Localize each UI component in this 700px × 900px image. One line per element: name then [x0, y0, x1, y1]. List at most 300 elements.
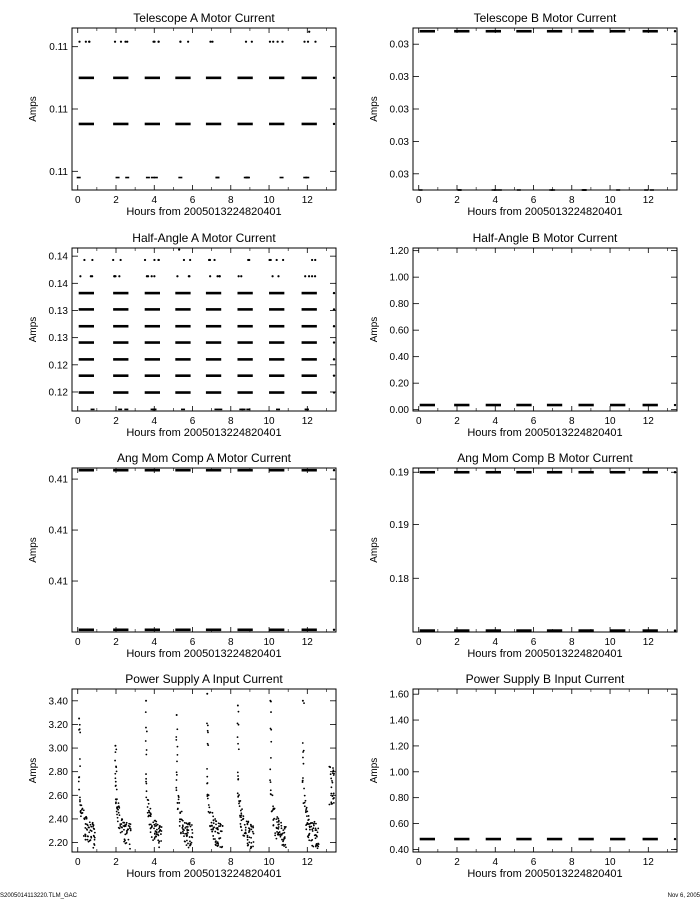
x-tick-label: 8 — [228, 857, 234, 868]
y-tick-label: 2.20 — [48, 838, 68, 850]
data-point — [124, 824, 126, 826]
data-point — [187, 832, 189, 834]
data-point — [219, 823, 221, 825]
data-point — [271, 810, 273, 812]
data-point — [158, 846, 160, 848]
y-tick-label: 0.41 — [48, 474, 68, 486]
data-point — [278, 823, 280, 825]
data-point — [674, 471, 676, 473]
data-point — [211, 831, 213, 833]
data-point — [178, 249, 180, 251]
data-point — [211, 822, 213, 824]
data-point — [331, 795, 333, 797]
data-point — [186, 844, 188, 846]
x-tick-label: 4 — [151, 416, 158, 427]
data-point — [212, 812, 214, 814]
data-point — [93, 828, 95, 830]
data-point — [115, 802, 117, 804]
data-point — [180, 818, 182, 820]
data-point — [184, 840, 186, 842]
data-point — [302, 781, 304, 783]
data-point — [279, 834, 281, 836]
data-point — [90, 824, 92, 826]
x-tick-label: 8 — [569, 195, 575, 206]
data-point — [123, 829, 125, 831]
y-tick-label: 0.19 — [389, 467, 409, 479]
data-point — [116, 811, 118, 813]
data-point — [90, 836, 92, 838]
x-tick-label: 10 — [604, 637, 616, 648]
data-point — [250, 847, 252, 849]
data-point — [94, 839, 96, 841]
data-point — [213, 822, 215, 824]
data-point — [91, 275, 93, 277]
data-point — [180, 833, 182, 835]
data-point — [237, 771, 239, 773]
y-axis-label: Amps — [369, 757, 380, 784]
data-point — [314, 259, 316, 261]
data-point — [307, 822, 309, 824]
x-tick-label: 4 — [492, 857, 499, 868]
data-point — [114, 41, 116, 43]
data-point — [222, 825, 224, 827]
data-point — [314, 275, 316, 277]
report-date: Nov 6, 2005 — [667, 893, 700, 899]
data-point — [177, 746, 179, 748]
data-point — [129, 827, 131, 829]
data-point — [176, 774, 178, 776]
data-point — [145, 773, 147, 775]
data-point — [160, 833, 162, 835]
y-tick-label: 0.03 — [389, 169, 409, 181]
data-point — [315, 837, 317, 839]
x-tick-label: 6 — [530, 195, 537, 206]
data-point — [189, 259, 191, 261]
data-point — [280, 836, 282, 838]
data-point — [116, 814, 118, 816]
data-point — [315, 828, 317, 830]
data-point — [674, 838, 676, 840]
data-point — [83, 809, 85, 811]
data-point — [275, 818, 277, 820]
y-tick-label: 0.40 — [389, 844, 409, 856]
data-point — [176, 760, 178, 762]
x-tick-label: 2 — [454, 416, 460, 427]
data-point — [183, 829, 185, 831]
y-tick-label: 0.40 — [389, 352, 409, 364]
data-point — [149, 808, 151, 810]
data-point — [251, 826, 253, 828]
data-point — [182, 832, 184, 834]
data-point — [153, 259, 155, 261]
data-point — [206, 795, 208, 797]
data-point — [145, 700, 147, 702]
data-point — [79, 728, 81, 730]
data-point — [302, 751, 304, 753]
data-point — [113, 275, 115, 277]
data-point — [269, 41, 271, 43]
data-point — [270, 781, 272, 783]
data-point — [129, 848, 131, 850]
data-point — [114, 777, 116, 779]
data-point — [191, 837, 193, 839]
data-point — [152, 839, 154, 841]
chart-ang-mom-a — [28, 451, 336, 660]
data-point — [206, 776, 208, 778]
data-point — [158, 834, 160, 836]
data-point — [189, 840, 191, 842]
y-tick-label: 0.14 — [48, 251, 68, 263]
data-point — [317, 847, 319, 849]
x-tick-label: 2 — [454, 637, 460, 648]
y-tick-label: 0.80 — [389, 299, 409, 311]
data-point — [124, 833, 126, 835]
x-tick-label: 4 — [151, 857, 158, 868]
data-point — [208, 804, 210, 806]
data-point — [333, 341, 335, 343]
data-point — [116, 789, 118, 791]
data-point — [159, 829, 161, 831]
data-point — [161, 826, 163, 828]
chart-telescope-b — [369, 11, 677, 218]
data-point — [237, 796, 239, 798]
data-point — [184, 822, 186, 824]
data-point — [145, 740, 147, 742]
data-point — [215, 823, 217, 825]
data-point — [333, 358, 335, 360]
x-tick-label: 4 — [492, 195, 499, 206]
data-point — [311, 839, 313, 841]
data-point — [237, 743, 239, 745]
x-tick-label: 10 — [263, 637, 275, 648]
data-point — [91, 259, 93, 261]
data-point — [84, 818, 86, 820]
data-point — [213, 259, 215, 261]
data-point — [250, 846, 252, 848]
data-point — [94, 844, 96, 846]
x-tick-label: 0 — [415, 195, 422, 206]
data-point — [153, 824, 155, 826]
y-axis-label: Amps — [28, 316, 39, 343]
x-tick-label: 10 — [604, 195, 616, 206]
x-tick-label: 6 — [189, 857, 196, 868]
data-point — [308, 275, 310, 277]
data-point — [160, 840, 162, 842]
y-axis-label: Amps — [369, 316, 380, 343]
data-point — [145, 727, 147, 729]
data-point — [128, 839, 130, 841]
data-point — [146, 790, 148, 792]
data-point — [237, 779, 239, 781]
data-point — [276, 259, 278, 261]
data-point — [128, 823, 130, 825]
data-point — [281, 839, 283, 841]
data-point — [119, 825, 121, 827]
data-point — [151, 275, 153, 277]
data-point — [116, 770, 118, 772]
data-point — [79, 801, 81, 803]
data-point — [284, 826, 286, 828]
data-point — [217, 845, 219, 847]
y-tick-label: 0.19 — [389, 520, 409, 532]
data-point — [247, 821, 249, 823]
data-point — [179, 811, 181, 813]
data-point — [282, 832, 284, 834]
data-point — [313, 825, 315, 827]
data-point — [273, 808, 275, 810]
data-point — [282, 259, 284, 261]
data-point — [330, 803, 332, 805]
data-point — [303, 763, 305, 765]
data-point — [179, 821, 181, 823]
data-point — [78, 718, 80, 720]
data-point — [119, 814, 121, 816]
data-point — [270, 793, 272, 795]
data-point — [176, 728, 178, 730]
data-point — [88, 841, 90, 843]
data-point — [240, 275, 242, 277]
data-point — [279, 831, 281, 833]
plot-frame — [413, 248, 677, 411]
data-point — [211, 825, 213, 827]
data-point — [304, 275, 306, 277]
data-point — [114, 773, 116, 775]
x-tick-label: 12 — [642, 416, 654, 427]
x-tick-label: 2 — [454, 195, 460, 206]
data-point — [251, 41, 253, 43]
data-point — [152, 41, 154, 43]
x-axis-label: Hours from 2005013224820401 — [467, 427, 623, 439]
data-point — [284, 844, 286, 846]
data-point — [86, 828, 88, 830]
data-point — [271, 275, 273, 277]
x-tick-label: 10 — [263, 857, 275, 868]
data-point — [252, 825, 254, 827]
x-tick-label: 0 — [415, 416, 422, 427]
data-point — [94, 837, 96, 839]
data-point — [190, 826, 192, 828]
data-point — [78, 789, 80, 791]
data-point — [176, 789, 178, 791]
data-point — [78, 777, 80, 779]
data-point — [317, 827, 319, 829]
data-point — [275, 838, 277, 840]
data-point — [274, 832, 276, 834]
data-point — [277, 827, 279, 829]
data-point — [115, 781, 117, 783]
y-tick-label: 1.00 — [389, 272, 409, 284]
data-point — [153, 275, 155, 277]
x-tick-label: 10 — [604, 857, 616, 868]
data-point — [314, 834, 316, 836]
data-point — [218, 822, 220, 824]
x-tick-label: 2 — [113, 637, 119, 648]
x-tick-label: 4 — [151, 195, 158, 206]
y-tick-label: 0.13 — [48, 333, 68, 345]
x-tick-label: 10 — [263, 195, 275, 206]
x-tick-label: 0 — [74, 857, 81, 868]
data-series — [419, 30, 677, 190]
data-point — [305, 828, 307, 830]
x-tick-label: 2 — [454, 857, 460, 868]
data-point — [318, 843, 320, 845]
y-axis-label: Amps — [28, 537, 39, 563]
x-tick-label: 0 — [415, 637, 422, 648]
data-point — [240, 816, 242, 818]
data-point — [238, 794, 240, 796]
y-axis-label: Amps — [369, 96, 380, 122]
data-point — [311, 822, 313, 824]
data-point — [314, 41, 316, 43]
data-point — [87, 839, 89, 841]
chart-power-supply-a — [28, 672, 336, 880]
data-point — [178, 802, 180, 804]
data-point — [245, 829, 247, 831]
data-point — [250, 842, 252, 844]
data-point — [308, 839, 310, 841]
data-point — [92, 823, 94, 825]
data-point — [115, 751, 117, 753]
data-point — [188, 847, 190, 849]
data-point — [146, 749, 148, 751]
data-point — [206, 693, 208, 695]
data-point — [210, 829, 212, 831]
data-point — [311, 259, 313, 261]
data-point — [88, 831, 90, 833]
data-point — [218, 832, 220, 834]
data-point — [126, 830, 128, 832]
data-point — [124, 838, 126, 840]
chart-title: Telescope A Motor Current — [133, 11, 275, 25]
x-tick-label: 12 — [301, 195, 313, 206]
data-point — [145, 781, 147, 783]
data-point — [112, 259, 114, 261]
data-point — [175, 739, 177, 741]
chart-title: Ang Mom Comp A Motor Current — [116, 451, 292, 465]
data-point — [156, 829, 158, 831]
data-point — [189, 824, 191, 826]
data-point — [247, 843, 249, 845]
data-point — [209, 275, 211, 277]
data-point — [188, 829, 190, 831]
data-point — [116, 808, 118, 810]
data-point — [237, 705, 239, 707]
data-point — [239, 805, 241, 807]
x-tick-label: 8 — [569, 857, 575, 868]
data-point — [283, 837, 285, 839]
data-point — [214, 818, 216, 820]
y-tick-label: 0.13 — [48, 305, 68, 317]
data-point — [240, 810, 242, 812]
data-point — [150, 827, 152, 829]
x-tick-label: 2 — [113, 857, 119, 868]
x-axis-label: Hours from 2005013224820401 — [126, 427, 282, 439]
x-tick-label: 8 — [569, 637, 575, 648]
data-point — [129, 843, 131, 845]
data-point — [215, 820, 217, 822]
data-point — [247, 835, 249, 837]
data-point — [333, 802, 335, 804]
data-point — [213, 819, 215, 821]
data-point — [146, 731, 148, 733]
data-point — [120, 832, 122, 834]
data-point — [88, 41, 90, 43]
data-point — [182, 826, 184, 828]
data-point — [253, 833, 255, 835]
x-tick-label: 0 — [74, 416, 81, 427]
y-tick-label: 0.80 — [389, 793, 409, 805]
data-point — [85, 41, 87, 43]
data-point — [212, 835, 214, 837]
chart-title: Half-Angle B Motor Current — [472, 231, 618, 245]
data-point — [243, 835, 245, 837]
data-point — [309, 829, 311, 831]
data-point — [272, 41, 274, 43]
data-point — [333, 629, 335, 631]
data-point — [78, 781, 80, 783]
data-point — [121, 818, 123, 820]
data-point — [309, 827, 311, 829]
y-tick-label: 2.80 — [48, 767, 68, 779]
data-point — [159, 825, 161, 827]
data-point — [145, 711, 147, 713]
data-point — [241, 808, 243, 810]
data-point — [187, 41, 189, 43]
data-point — [280, 822, 282, 824]
data-point — [128, 825, 130, 827]
data-point — [330, 801, 332, 803]
data-point — [273, 824, 275, 826]
data-series — [79, 469, 336, 631]
data-point — [333, 308, 335, 310]
data-point — [281, 41, 283, 43]
data-point — [241, 829, 243, 831]
data-point — [239, 800, 241, 802]
data-point — [248, 831, 250, 833]
data-point — [304, 805, 306, 807]
data-point — [149, 824, 151, 826]
data-point — [191, 842, 193, 844]
y-tick-label: 1.00 — [389, 767, 409, 779]
data-point — [82, 812, 84, 814]
data-point — [177, 808, 179, 810]
x-axis-label: Hours from 2005013224820401 — [126, 868, 282, 880]
x-tick-label: 8 — [228, 195, 234, 206]
data-point — [332, 770, 334, 772]
x-tick-label: 10 — [263, 416, 275, 427]
y-tick-label: 2.40 — [48, 814, 68, 826]
data-point — [79, 804, 81, 806]
data-series — [420, 404, 677, 406]
x-tick-label: 6 — [530, 416, 537, 427]
data-point — [186, 823, 188, 825]
data-point — [115, 785, 117, 787]
data-point — [209, 41, 211, 43]
data-point — [316, 836, 318, 838]
data-point — [250, 824, 252, 826]
data-point — [192, 832, 194, 834]
data-point — [276, 821, 278, 823]
data-point — [333, 391, 335, 393]
data-point — [126, 41, 128, 43]
data-point — [240, 826, 242, 828]
data-point — [333, 797, 335, 799]
y-tick-label: 0.03 — [389, 104, 409, 116]
data-point — [238, 803, 240, 805]
data-point — [329, 766, 331, 768]
data-point — [239, 815, 241, 817]
data-point — [333, 292, 335, 294]
